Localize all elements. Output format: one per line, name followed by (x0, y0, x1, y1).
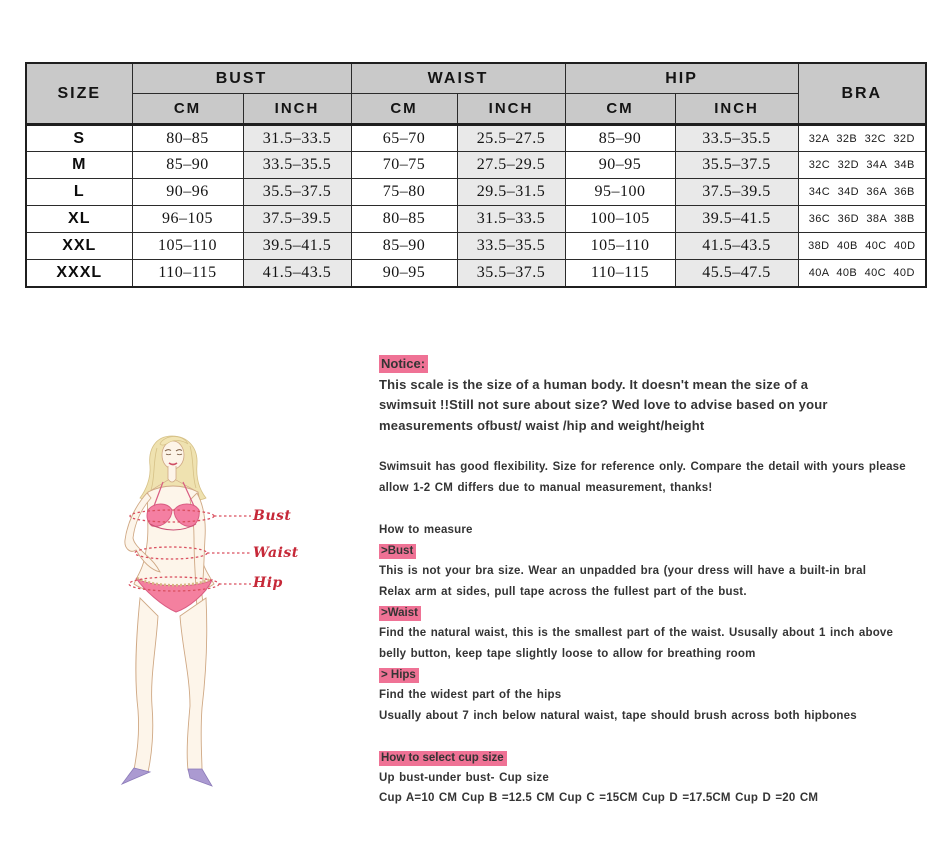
note-line: Up bust-under bust- Cup size (379, 771, 549, 784)
note-line: measurements ofbust/ waist /hip and weight/height (379, 418, 705, 434)
cell-size: XXL (26, 233, 132, 260)
note-heading-line (379, 664, 935, 685)
note-line: belly button, keep tape slightly loose to allow for breathing room (379, 647, 756, 660)
note-line: Cup A=10 CM Cup B =12.5 CM Cup C =15CM Cup D =17.5CM Cup D =20 CM (379, 792, 819, 805)
note-line: How to measure (379, 523, 473, 536)
cell-inch: 27.5–29.5 (457, 152, 565, 179)
cell-cm: 90–95 (351, 260, 457, 287)
cell-bra: 32C 32D 34A 34B (798, 152, 926, 179)
cell-inch: 33.5–35.5 (457, 233, 565, 260)
measurement-figure (110, 418, 410, 818)
note-line: swimsuit !!Still not sure about size? Wed love to advise based on your (379, 397, 828, 413)
note-line: This scale is the size of a human body. It doesn't mean the size of a (379, 376, 809, 392)
table-row (26, 179, 926, 206)
figure-label-bust: Bust (253, 508, 292, 524)
figure-label-waist: Waist (253, 545, 299, 561)
note-line: This is not your bra size. Wear an unpadded bra (your dress will have a built-in bral (379, 564, 867, 577)
cell-inch: 31.5–33.5 (457, 206, 565, 233)
note-line: Usually about 7 inch below natural waist, tape should brush across both hipbones (379, 709, 857, 722)
cell-inch: 31.5–33.5 (243, 125, 351, 152)
cell-cm: 105–110 (565, 233, 675, 260)
cell-inch: 37.5–39.5 (243, 206, 351, 233)
female-figure-sketch (110, 418, 370, 818)
col-header-bra: BRA (798, 63, 926, 125)
cell-cm: 95–100 (565, 179, 675, 206)
subcol-bust-cm: CM (132, 94, 243, 125)
cell-size: XL (26, 206, 132, 233)
cell-inch: 45.5–47.5 (675, 260, 798, 287)
note-line: allow 1-2 CM differs due to manual measurement, thanks! (379, 482, 713, 495)
subcol-hip-cm: CM (565, 94, 675, 125)
cell-cm: 100–105 (565, 206, 675, 233)
cell-cm: 85–90 (565, 125, 675, 152)
col-header-bust: BUST (132, 63, 351, 94)
spacer (379, 726, 935, 747)
cell-cm: 90–95 (565, 152, 675, 179)
cell-bra: 32A 32B 32C 32D (798, 125, 926, 152)
note-heading-line (379, 354, 935, 375)
table-row (26, 125, 926, 152)
highlighted-heading: How to select cup size (379, 751, 507, 766)
cell-inch: 33.5–35.5 (243, 152, 351, 179)
cell-cm: 85–90 (132, 152, 243, 179)
cell-inch: 39.5–41.5 (243, 233, 351, 260)
spacer (379, 437, 935, 458)
note-line: Swimsuit has good flexibility. Size for reference only. Compare the detail with yours please (379, 461, 906, 474)
table-row (26, 233, 926, 260)
table-row (26, 152, 926, 179)
cell-size: M (26, 152, 132, 179)
cell-inch: 33.5–35.5 (675, 125, 798, 152)
cell-inch: 37.5–39.5 (675, 179, 798, 206)
legs (134, 598, 207, 772)
cell-inch: 25.5–27.5 (457, 125, 565, 152)
cell-cm: 85–90 (351, 233, 457, 260)
cell-bra: 40A 40B 40C 40D (798, 260, 926, 287)
col-header-size: SIZE (26, 63, 132, 125)
cell-inch: 35.5–37.5 (457, 260, 565, 287)
highlighted-heading: Notice: (379, 355, 428, 373)
cell-cm: 96–105 (132, 206, 243, 233)
subcol-waist-inch: INCH (457, 94, 565, 125)
col-header-waist: WAIST (351, 63, 565, 94)
cell-inch: 41.5–43.5 (675, 233, 798, 260)
cell-cm: 105–110 (132, 233, 243, 260)
note-line: Relax arm at sides, pull tape across the fullest part of the bust. (379, 585, 747, 598)
cell-bra: 34C 34D 36A 36B (798, 179, 926, 206)
cell-cm: 110–115 (132, 260, 243, 287)
subcol-waist-cm: CM (351, 94, 457, 125)
cell-size: XXXL (26, 260, 132, 287)
figure-label-hip: Hip (253, 575, 283, 591)
size-chart-table (25, 62, 927, 288)
table-row (26, 206, 926, 233)
cell-cm: 90–96 (132, 179, 243, 206)
cell-cm: 110–115 (565, 260, 675, 287)
cell-cm: 80–85 (132, 125, 243, 152)
cell-cm: 75–80 (351, 179, 457, 206)
note-heading-line (379, 747, 935, 768)
note-heading-line (379, 540, 935, 561)
cell-inch: 39.5–41.5 (675, 206, 798, 233)
highlighted-heading: > Hips (379, 668, 419, 683)
note-heading-line (379, 602, 935, 623)
cell-bra: 36C 36D 38A 38B (798, 206, 926, 233)
subcol-bust-inch: INCH (243, 94, 351, 125)
cell-inch: 35.5–37.5 (675, 152, 798, 179)
col-header-hip: HIP (565, 63, 798, 94)
note-line: Find the natural waist, this is the smallest part of the waist. Ususally about 1 inch above (379, 626, 894, 639)
cell-cm: 65–70 (351, 125, 457, 152)
cell-inch: 41.5–43.5 (243, 260, 351, 287)
cell-cm: 80–85 (351, 206, 457, 233)
spacer (379, 499, 935, 520)
note-line: Find the widest part of the hips (379, 689, 562, 701)
cell-cm: 70–75 (351, 152, 457, 179)
cell-inch: 35.5–37.5 (243, 179, 351, 206)
subcol-hip-inch: INCH (675, 94, 798, 125)
cell-bra: 38D 40B 40C 40D (798, 233, 926, 260)
highlighted-heading: >Bust (379, 544, 416, 559)
cell-size: L (26, 179, 132, 206)
table-row (26, 260, 926, 287)
cell-size: S (26, 125, 132, 152)
highlighted-heading: >Waist (379, 606, 421, 621)
notes-section (379, 354, 935, 809)
cell-inch: 29.5–31.5 (457, 179, 565, 206)
shoes (122, 768, 212, 786)
